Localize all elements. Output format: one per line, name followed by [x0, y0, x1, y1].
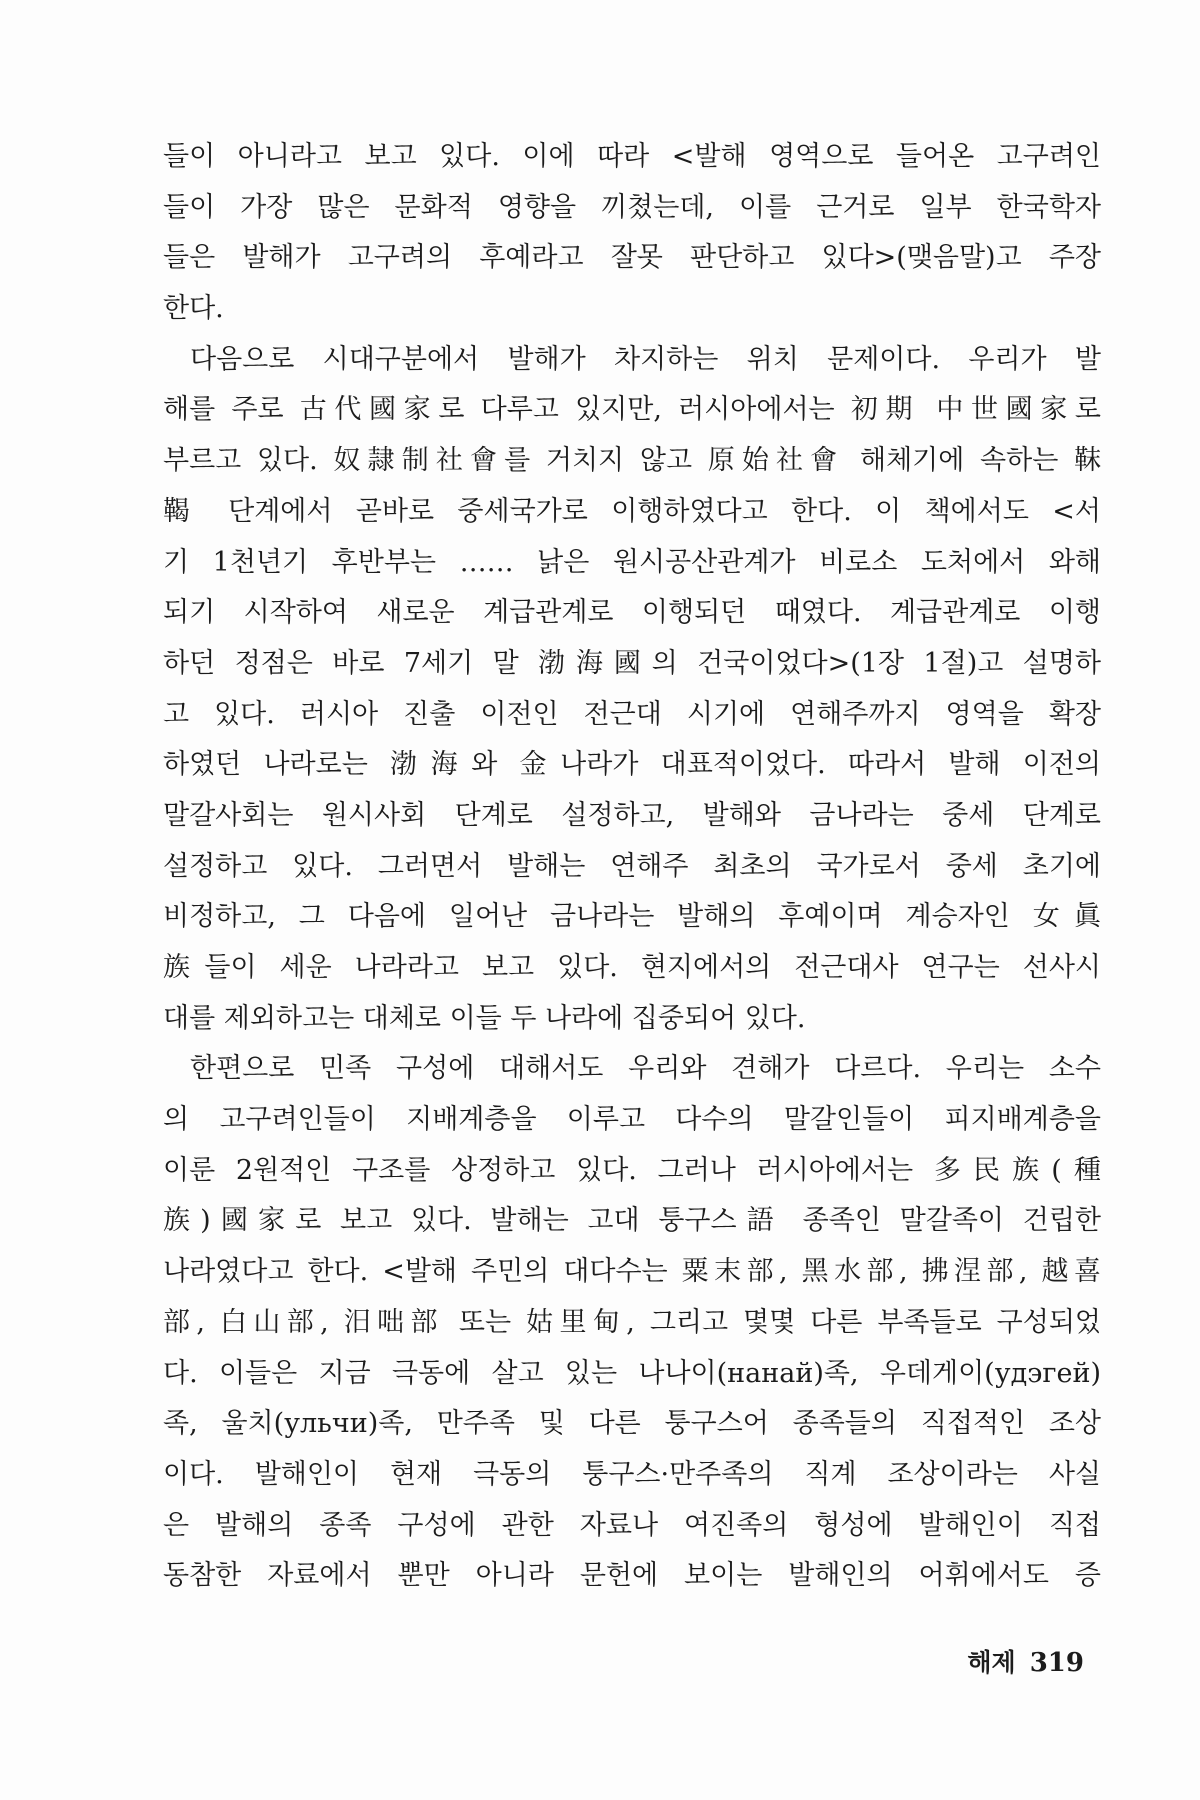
text-line: 들이 가장 많은 문화적 영향을 끼쳤는데, 이를 근거로 일부 한국학자 — [163, 191, 1101, 223]
text-line: 한다. — [163, 293, 224, 325]
page-number: 319 — [1029, 1648, 1084, 1678]
text-line: 비정하고, 그 다음에 일어난 금나라는 발해의 후예이며 계승자인 女眞 — [163, 901, 1101, 933]
text-line: 기 1천년기 후반부는 …… 낡은 원시공산관계가 비로소 도처에서 와해 — [163, 546, 1101, 578]
page-footer — [967, 1643, 1084, 1679]
text-line: 부르고 있다. 奴隷制社會를 거치지 않고 原始社會 해체기에 속하는 靺 — [163, 445, 1101, 477]
text-line: 말갈사회는 원시사회 단계로 설정하고, 발해와 금나라는 중세 단계로 — [163, 799, 1101, 831]
body-text — [163, 132, 1101, 1602]
text-line: 部, 白山部, 汨咄部 또는 姑里甸, 그리고 몇몇 다른 부족들로 구성되었 — [163, 1306, 1101, 1338]
text-line: 대를 제외하고는 대체로 이들 두 나라에 집중되어 있다. — [163, 1002, 806, 1034]
text-line: 은 발해의 종족 구성에 관한 자료나 여진족의 형성에 발해인이 직접 — [163, 1509, 1101, 1541]
section-label: 해제 — [967, 1648, 1016, 1677]
text-line: 고 있다. 러시아 진출 이전인 전근대 시기에 연해주까지 영역을 확장 — [163, 698, 1101, 730]
text-line: 이다. 발해인이 현재 극동의 퉁구스·만주족의 직계 조상이라는 사실 — [163, 1458, 1101, 1490]
text-line: 의 고구려인들이 지배계층을 이루고 다수의 말갈인들이 피지배계층을 — [163, 1104, 1101, 1136]
text-line: 하였던 나라로는 渤海와 金나라가 대표적이었다. 따라서 발해 이전의 — [163, 749, 1101, 781]
text-line: 이룬 2원적인 구조를 상정하고 있다. 그러나 러시아에서는 多民族(種 — [163, 1154, 1101, 1186]
text-line: 되기 시작하여 새로운 계급관계로 이행되던 때였다. 계급관계로 이행 — [163, 597, 1101, 629]
text-line: 동참한 자료에서 뿐만 아니라 문헌에 보이는 발해인의 어휘에서도 증 — [163, 1560, 1101, 1592]
text-line: 족, 울치(ульчи)족, 만주족 및 다른 퉁구스어 종족들의 직접적인 조상 — [163, 1408, 1101, 1440]
text-line: 설정하고 있다. 그러면서 발해는 연해주 최초의 국가로서 중세 초기에 — [163, 850, 1101, 882]
text-line: 하던 정점은 바로 7세기 말 渤海國의 건국이었다>(1장 1절)고 설명하 — [163, 647, 1101, 679]
text-line: 다. 이들은 지금 극동에 살고 있는 나나이(нанай)족, 우데게이(удэгей) — [163, 1357, 1101, 1389]
text-line: 族)國家로 보고 있다. 발해는 고대 퉁구스語 종족인 말갈족이 건립한 — [163, 1205, 1101, 1237]
text-line: 나라였다고 한다. <발해 주민의 대다수는 粟末部, 黑水部, 拂涅部, 越喜 — [163, 1256, 1101, 1288]
text-line: 해를 주로 古代國家로 다루고 있지만, 러시아에서는 初期 中世國家로 — [163, 394, 1101, 426]
text-line: 들이 아니라고 보고 있다. 이에 따라 <발해 영역으로 들어온 고구려인 — [163, 141, 1101, 172]
text-line: 族들이 세운 나라라고 보고 있다. 현지에서의 전근대사 연구는 선사시 — [163, 952, 1101, 983]
text-line: 한편으로 민족 구성에 대해서도 우리와 견해가 다르다. 우리는 소수 — [190, 1053, 1101, 1085]
text-line: 鞨 단계에서 곧바로 중세국가로 이행하였다고 한다. 이 책에서도 <서 — [163, 495, 1101, 527]
text-line: 다음으로 시대구분에서 발해가 차지하는 위치 문제이다. 우리가 발 — [190, 343, 1101, 375]
text-line: 들은 발해가 고구려의 후예라고 잘못 판단하고 있다>(맺음말)고 주장 — [163, 242, 1101, 274]
